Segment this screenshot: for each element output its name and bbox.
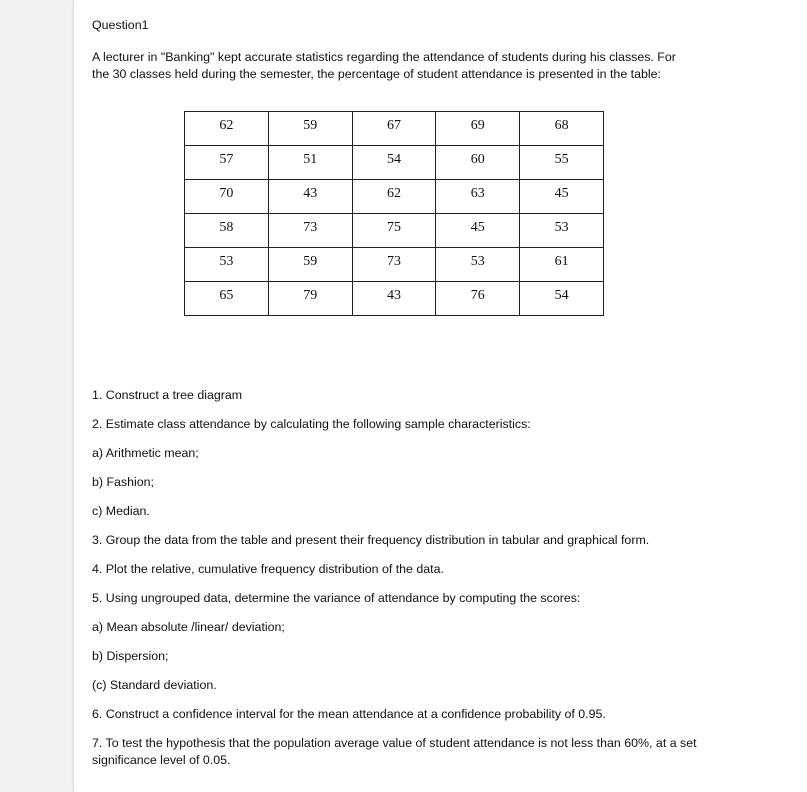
- task-item: 4. Plot the relative, cumulative frequency distribution of the data.: [92, 562, 444, 576]
- table-cell: 61: [520, 248, 604, 282]
- table-cell: 76: [436, 282, 520, 316]
- table-cell: 54: [520, 282, 604, 316]
- question-title: Question1: [92, 18, 149, 32]
- task-item: a) Mean absolute /linear/ deviation;: [92, 620, 285, 634]
- table-cell: 68: [520, 112, 604, 146]
- table-cell: 43: [352, 282, 436, 316]
- table-cell: 57: [185, 146, 269, 180]
- table-cell: 62: [185, 112, 269, 146]
- task-item: a) Arithmetic mean;: [92, 446, 199, 460]
- task-item: 5. Using ungrouped data, determine the variance of attendance by computing the scores:: [92, 591, 581, 605]
- table-cell: 54: [352, 146, 436, 180]
- table-cell: 63: [436, 180, 520, 214]
- table-cell: 62: [352, 180, 436, 214]
- task-item: (c) Standard deviation.: [92, 678, 217, 692]
- task-list: [92, 387, 732, 769]
- table-cell: 59: [268, 248, 352, 282]
- table-row: [185, 112, 604, 146]
- table-cell: 53: [185, 248, 269, 282]
- table-cell: 45: [436, 214, 520, 248]
- table-cell: 53: [520, 214, 604, 248]
- table-cell: 55: [520, 146, 604, 180]
- table-cell: 60: [436, 146, 520, 180]
- table-cell: 43: [268, 180, 352, 214]
- table-cell: 53: [436, 248, 520, 282]
- table-cell: 69: [436, 112, 520, 146]
- table-cell: 70: [185, 180, 269, 214]
- table-row: [185, 214, 604, 248]
- task-item: 3. Group the data from the table and present their frequency distribution in tabular and graphical form.: [92, 533, 650, 547]
- table-cell: 45: [520, 180, 604, 214]
- task-item: 2. Estimate class attendance by calculating the following sample characteristics:: [92, 417, 531, 431]
- task-item: 6. Construct a confidence interval for the mean attendance at a confidence probability of 0.95.: [92, 707, 606, 721]
- table-row: [185, 282, 604, 316]
- task-item: b) Dispersion;: [92, 649, 169, 663]
- table-cell: 59: [268, 112, 352, 146]
- task-item: 1. Construct a tree diagram: [92, 388, 243, 402]
- table-cell: 51: [268, 146, 352, 180]
- table-cell: 79: [268, 282, 352, 316]
- table-cell: 73: [268, 214, 352, 248]
- table-row: [185, 180, 604, 214]
- table-cell: 75: [352, 214, 436, 248]
- table-cell: 58: [185, 214, 269, 248]
- task-item: c) Median.: [92, 504, 150, 518]
- task-item: b) Fashion;: [92, 475, 154, 489]
- table-cell: 65: [185, 282, 269, 316]
- task-item: 7. To test the hypothesis that the population average value of student attendance is not less than 60%, at a set significance level of 0.05.: [92, 736, 697, 767]
- table-cell: 73: [352, 248, 436, 282]
- question-intro: A lecturer in "Banking" kept accurate statistics regarding the attendance of students during his classes. For the 30 classes held during the semester, the percentage of student attendance is presented in the table:: [92, 50, 676, 81]
- table-row: [185, 248, 604, 282]
- attendance-table: [184, 111, 604, 316]
- table-row: [185, 146, 604, 180]
- table-cell: 67: [352, 112, 436, 146]
- document-page: [74, 0, 807, 792]
